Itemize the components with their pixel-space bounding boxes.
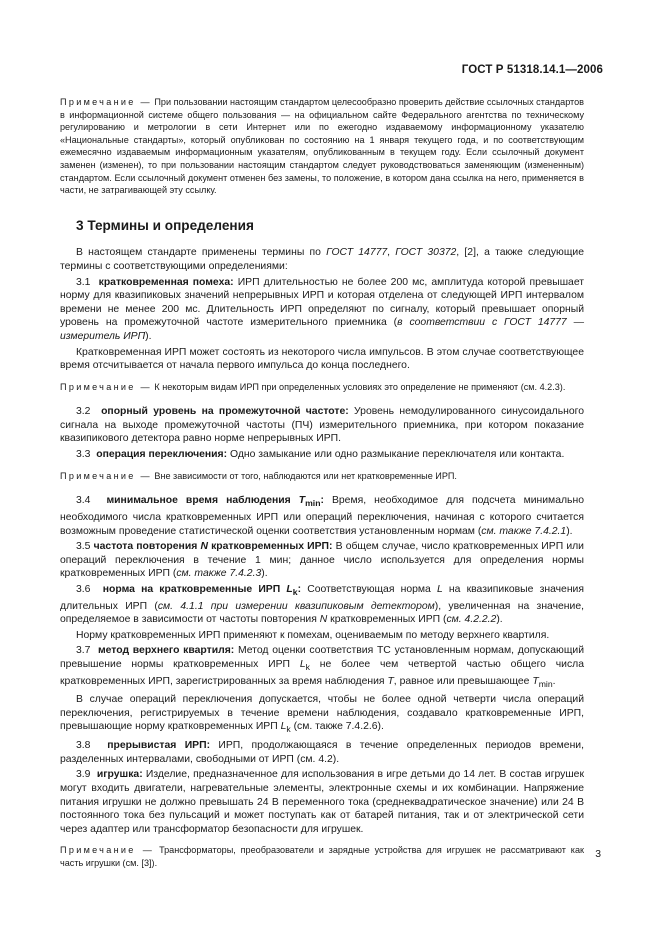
term-name [94, 541, 333, 552]
term-definition: Время, необходимое для подсчета минимально необходимого числа кратковременных ИРП или операций переключения, начиная с которого считается возможным проведение статистической оценки соответствия установленным нормам ( [60, 495, 584, 537]
term-name [103, 584, 301, 595]
text-run: (см. также 7.4.2.6). [290, 721, 384, 733]
term-number: 3.8 [76, 740, 91, 752]
intro-paragraph [60, 246, 584, 273]
symbol: L [280, 721, 287, 733]
text-run: Соответствующая норма [301, 583, 437, 595]
term-3-1-para2: Кратковременная ИРП может состоять из некоторого числа импульсов. В этом случае соответствующее время отсчитывается от начала первого импульса до конца последнего. [60, 346, 584, 372]
text-run: : [320, 495, 324, 507]
term-number: 3.6 [76, 583, 91, 595]
term-name: прерывистая ИРП: [107, 740, 211, 752]
text-run: минимальное время наблюдения [106, 495, 299, 507]
text-run: , равное или превышающее [393, 675, 533, 687]
text-run: Метод оценки соответствия ТС установленным нормам, допускающий превышение нормы кратковременных ИРП [60, 645, 584, 670]
symbol: N [319, 614, 328, 626]
reference: в соответствии с ГОСТ 14777 — измеритель ИРП [60, 317, 584, 342]
note-text: К некоторым видам ИРП при определенных условиях это определение не применяют (см. 4.2.3). [154, 381, 566, 392]
text-run: не более чем четвертой частью общего числа кратковременных ИРП, зарегистрированных за время наблюдения [60, 658, 584, 687]
term-3-5 [60, 540, 584, 581]
text-run: кратковременных ИРП ( [327, 614, 447, 626]
text-run: В настоящем стандарте применены термины по [76, 247, 327, 259]
term-name: кратковременная помеха: [98, 276, 234, 288]
text-run: : [297, 583, 302, 595]
text-run: ), увеличенная на значение, определяемое в зависимости от частоты повторения [60, 600, 585, 626]
symbol: N [200, 541, 208, 553]
term-name [106, 495, 324, 509]
text-run: на квазипиковые значения длительных ИРП ( [60, 583, 584, 612]
term-definition: ИРП, продолжающаяся в течение определенных периодов времени, разделенных интервалами, свободными от ИРП (см. 4.2). [60, 740, 584, 765]
term-name: метод верхнего квартиля: [97, 645, 235, 657]
note-text: Трансформаторы, преобразователи и зарядные устройства для игрушек не рассматривают как часть игрушки (см. [3]). [60, 845, 585, 868]
reference: ГОСТ 30372 [395, 247, 457, 259]
term-number: 3.9 [76, 769, 91, 781]
term-3-9 [60, 768, 584, 836]
section-title: 3 Термины и определения [76, 217, 254, 233]
term-3-7-para2 [60, 693, 584, 737]
text-run: . [552, 675, 556, 687]
term-name: операция переключения: [96, 449, 228, 461]
symbol: T [298, 495, 306, 507]
note-lead: Примечание — [60, 470, 152, 481]
text-run: кратковременных ИРП: [207, 541, 333, 553]
intro-note [60, 96, 584, 197]
term-number: 3.5 [76, 541, 91, 553]
term-definition: Изделие, предназначенное для использования в игре детьми до 14 лет. В состав игрушек могут входить двигатели, нагревательные элементы, электронные схемы и их комбинации. Напряжение питания игрушки не должно превышать 24 В переменного тока (среднеквадратическое значение) или 24 В постоянного тока без пульсаций и может поступать как от батарей питания, так и от электрической сети через адаптер или трансформатор безопасности для игрушек. [60, 769, 584, 835]
document-header: ГОСТ Р 51318.14.1—2006 [461, 64, 603, 76]
text-run: ). [261, 568, 268, 580]
symbol: L [286, 583, 293, 595]
note-lead: Примечание — [60, 97, 152, 107]
symbol: L [436, 583, 443, 595]
term-3-2 [60, 405, 584, 446]
text-run: частота повторения [93, 541, 201, 553]
note-lead: Примечание — [60, 845, 155, 856]
term-3-7 [60, 644, 584, 691]
term-3-3-note [60, 470, 584, 483]
note-text: Вне зависимости от того, наблюдаются или нет кратковременные ИРП. [154, 470, 457, 481]
note-lead: Примечание — [60, 381, 152, 392]
term-number: 3.4 [76, 495, 91, 507]
symbol: T [532, 675, 539, 687]
subscript: k [305, 662, 310, 673]
term-name: опорный уровень на промежуточной частоте: [101, 406, 349, 418]
reference: см. также 7.4.2.1 [481, 525, 567, 537]
term-3-4 [60, 494, 584, 538]
term-3-9-note [60, 844, 584, 869]
document-body [60, 96, 584, 881]
reference: см. также 7.4.2.3 [176, 568, 262, 580]
term-3-1 [60, 276, 584, 344]
term-definition: ИРП длительностью не более 200 мс, амплитуда которой превышает норму для квазипиковых значений непрерывных ИРП и которая отделена от следующей ИРП интервалом времени не менее 200 мс. Длительность ИРП определяют по сигналу, который превышает опорный уровень на промежуточной частоте измерительного приемника ( [60, 276, 585, 329]
subscript: min [305, 498, 321, 509]
subscript: min [538, 678, 553, 689]
term-3-8 [60, 739, 584, 766]
term-3-6 [60, 583, 584, 627]
term-number: 3.1 [76, 276, 91, 288]
symbol: T [387, 675, 394, 687]
symbol: L [299, 658, 306, 670]
term-definition: В общем случае, число кратковременных ИРП или операций переключения в течение 1 мин; данное число используется для определения нормы кратковременных ИРП ( [60, 541, 584, 580]
reference: ГОСТ 14777 [326, 247, 388, 259]
text-run: , [2], а также следующие термины с соответствующими определениями: [60, 247, 584, 272]
term-3-1-note [60, 381, 584, 394]
page-number: 3 [595, 849, 601, 860]
term-name: игрушка: [96, 769, 143, 781]
term-definition: Уровень немодулированного синусоидального сигнала на выходе промежуточной частоты (ПЧ) измерительного приемника, при котором показание квазипикового детектора равно норме непрерывных ИРП. [60, 406, 584, 445]
text-run: ). [566, 525, 573, 537]
term-3-3 [60, 448, 584, 462]
term-definition: Одно замыкание или одно размыкание переключателя или контакта. [227, 449, 565, 461]
note-text: При пользовании настоящим стандартом целесообразно проверить действие ссылочных стандартов в информационной системе общего пользования — на официальном сайте Федерального агентства по техническому регулированию и метрологии в сети Интернет или по ежегодно издаваемому информационному указателю «Национальные стандарты», который опубликован по состоянию на 1 января текущего года, и по соответствующим ежемесячно издаваемым информационным указателям, опубликованным в текущем году. Если ссылочный документ заменен (изменен), то при пользовании настоящим стандартом следует руководствоваться заменяющим (измененным) стандартом. Если ссылочный документ отменен без замены, то положение, в котором дана ссылка на него, применяется в части, не затрагивающей эту ссылку. [60, 97, 585, 196]
term-3-6-para2: Норму кратковременных ИРП применяют к помехам, оцениваемым по методу верхнего квартиля. [76, 629, 550, 641]
text-run: , [387, 247, 396, 259]
term-number: 3.3 [76, 449, 91, 461]
term-number: 3.7 [76, 645, 91, 657]
term-number: 3.2 [76, 406, 91, 418]
text-run: В случае операций переключения допускается, чтобы не более одной четверти числа операций переключения, регистрируемых в течение времени наблюдения, создавало кратковременные ИРП, превышающие норму кратковременных ИРП [60, 694, 584, 733]
text-run: ). [145, 330, 152, 342]
text-run: норма на кратковременные ИРП [102, 583, 287, 595]
subscript: k [286, 724, 291, 735]
subscript: k [292, 586, 298, 597]
text-run: ). [496, 614, 503, 626]
reference: см. 4.1.1 при измерении квазипиковым детектором [157, 600, 435, 612]
reference: см. 4.2.2.2 [446, 614, 497, 626]
